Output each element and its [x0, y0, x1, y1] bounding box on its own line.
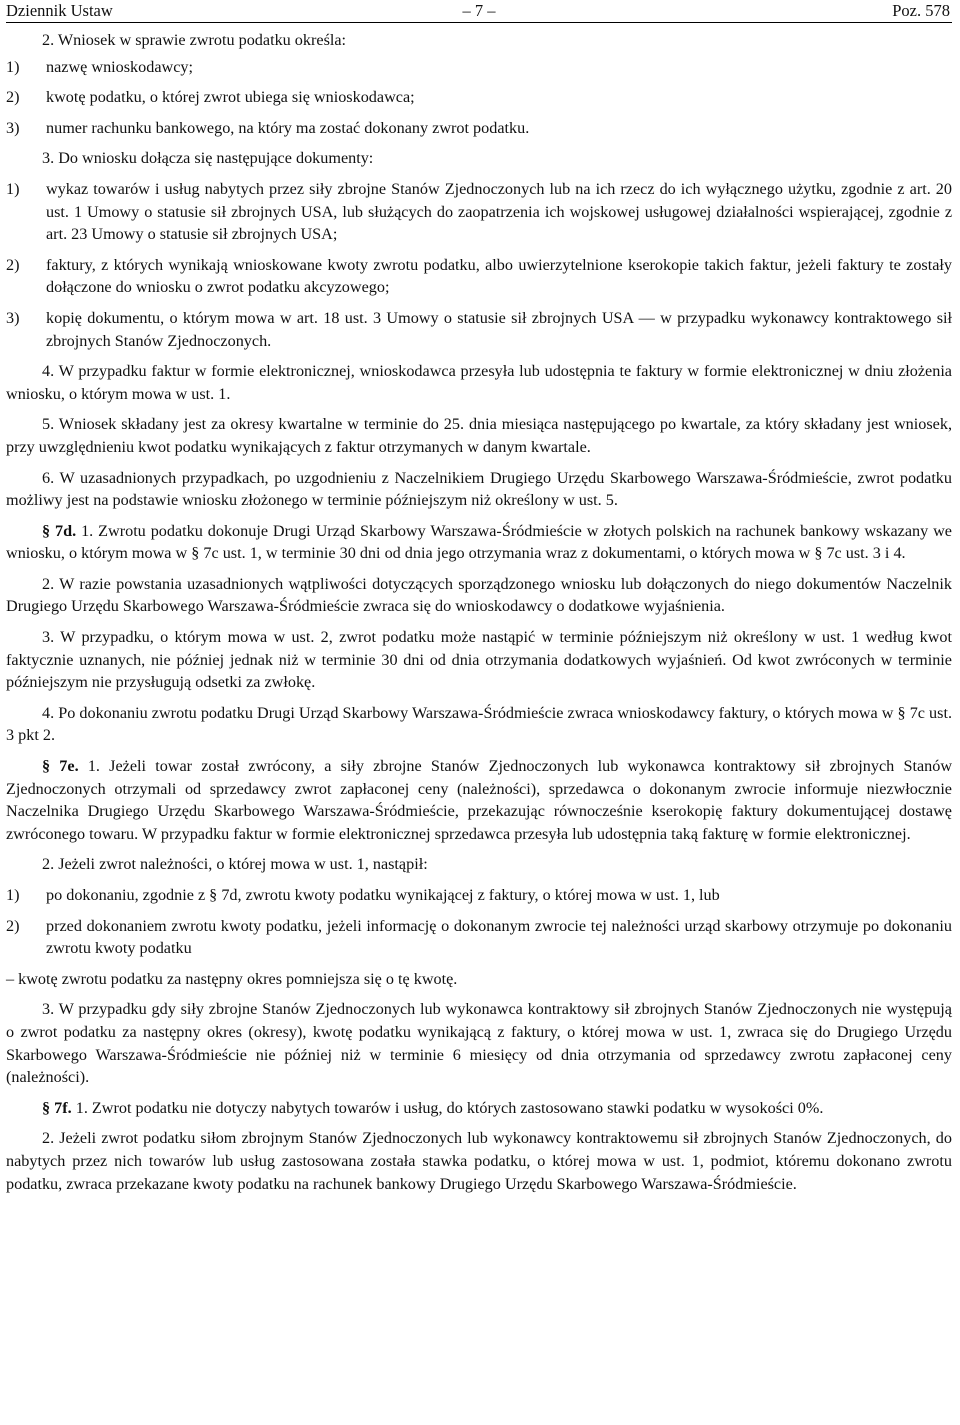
list-item: 2) przed dokonaniem zwrotu kwoty podatku, jeżeli informację o dokonanym zwrocie tej należności urząd skarbowy otrzymuje po dokonaniu zwrotu kwoty podatku [6, 916, 952, 958]
paragraph-2: 2. Wniosek w sprawie zwrotu podatku określa: [42, 31, 347, 49]
section-7e-paragraph-1: § 7e. 1. Jeżeli towar został zwrócony, a siły zbrojne Stanów Zjednoczonych lub wykonawca kontraktowy sił zbrojnych Stanów Zjednoczonych otrzymali od sprzedawcy zwrot zapłaconej ceny (należności), sprzedawca o dokonanym zwrocie informuje niezwłocznie Naczelnika Drugiego Urzędu Skarbowego Warszawa-Śródmieście, przekazując równocześnie kserokopię faktury dokumentującej dostawę zwróconego towaru. W przypadku faktur w formie elektronicznej sprzedawca przesyła lub udostępnia taką fakturę w formie elektronicznej. [6, 757, 953, 843]
paragraph-6: 6. W uzasadnionych przypadkach, po uzgodnieniu z Naczelnikiem Drugiego Urzędu Skarbowego Warszawa-Śródmieście, zwrot podatku możliwy jest na podstawie wniosku złożonego w terminie późniejszym niż określony w ust. 5. [6, 468, 952, 510]
section-7e-label: § 7e. [42, 757, 79, 776]
section-7e-paragraph-2-tail: – kwotę zwrotu podatku za następny okres pomniejsza się o tę kwotę. [6, 969, 458, 988]
section-7e-paragraph-2: 2. Jeżeli zwrot należności, o której mowa w ust. 1, nastąpił: [42, 855, 428, 874]
section-7d-label: § 7d. [42, 521, 77, 540]
list-item: 2) kwotę podatku, o której zwrot ubiega się wnioskodawca; [6, 88, 415, 107]
list-item: 3) kopię dokumentu, o którym mowa w art. 18 ust. 3 Umowy o statusie sił zbrojnych USA — w przypadku wykonawcy kontraktowego sił zbrojnych Stanów Zjednoczonych. [6, 308, 952, 350]
section-7f-label: § 7f. [42, 1098, 72, 1117]
list-item: 3) numer rachunku bankowego, na który ma zostać dokonany zwrot podatku. [6, 118, 530, 137]
list-item: 1) wykaz towarów i usług nabytych przez siły zbrojne Stanów Zjednoczonych lub na ich rzecz do ich wyłącznego użytku, zgodnie z art. 20 ust. 1 Umowy o statusie sił zbrojnych USA, lub służących do zaopatrzenia ich wojskowej usługowej działalności wspierającej, zgodnie z art. 23 Umowy o statusie sił zbrojnych USA; [6, 179, 952, 244]
list-item: 1) po dokonaniu, zgodnie z § 7d, zwrotu kwoty podatku wynikającej z faktury, o której mowa w ust. 1, lub [6, 886, 720, 904]
journal-name: Dziennik Ustaw [6, 1, 113, 20]
position-number: Poz. 578 [892, 1, 950, 20]
paragraph-5: 5. Wniosek składany jest za okresy kwartalne w terminie do 25. dnia miesiąca następującego po kwartale, za który składany jest wniosek, przy uwzględnieniu kwot podatku wynikających z faktur otrzymanych w danym kwartale. [6, 415, 952, 456]
list-item: 1) nazwę wnioskodawcy; [6, 57, 193, 76]
list-item: 2) faktury, z których wynikają wnioskowane kwoty zwrotu podatku, albo uwierzytelnione kserokopie takich faktur, jeżeli faktury te zostały dołączone do wniosku o zwrot podatku akcyzowego; [6, 255, 952, 297]
page-number: – 7 – [462, 1, 496, 20]
section-7d-paragraph-3: 3. W przypadku, o którym mowa w ust. 2, zwrot podatku może nastąpić w terminie późniejszym niż określony w ust. 1 według kwot faktycznie uznanych, nie później jednak niż w terminie 30 dni od dnia otrzymania dodatkowych wyjaśnień. Od kwot zwróconych w terminie późniejszym nie przysługują odsetki za zwłokę. [6, 628, 952, 692]
section-7d-paragraph-4: 4. Po dokonaniu zwrotu podatku Drugi Urząd Skarbowy Warszawa-Śródmieście zwraca wnioskodawcy faktury, o których mowa w § 7c ust. 3 pkt 2. [6, 703, 952, 745]
paragraph-4: 4. W przypadku faktur w formie elektronicznej, wnioskodawca przesyła lub udostępnia te faktury w formie elektronicznej w dniu złożenia wniosku, o którym mowa w ust. 1. [6, 362, 952, 403]
document-body [6, 29, 952, 1195]
section-7d-paragraph-2: 2. W razie powstania uzasadnionych wątpliwości dotyczących sporządzonego wniosku lub dołączonych do niego dokumentów Naczelnik Drugiego Urzędu Skarbowego Warszawa-Śródmieście zwraca się do wnioskodawcy o dodatkowe wyjaśnienia. [6, 574, 952, 616]
section-7f-paragraph-1: § 7f. 1. Zwrot podatku nie dotyczy nabytych towarów i usług, do których zastosowano stawki podatku w wysokości 0%. [42, 1098, 824, 1117]
section-7e-paragraph-3: 3. W przypadku gdy siły zbrojne Stanów Zjednoczonych lub wykonawca kontraktowy sił zbrojnych Stanów Zjednoczonych nie występują o zwrot podatku za następny okres (okresy), kwotę podatku wynikającą z faktury, o której mowa w ust. 1, zwraca się do Drugiego Urzędu Skarbowego Warszawa-Śródmieście nie później niż w terminie 6 miesięcy od dnia otrzymania od sprzedawcy zwrotu zapłaconej ceny (należności). [6, 1000, 952, 1087]
section-7d-paragraph-1: § 7d. 1. Zwrotu podatku dokonuje Drugi Urząd Skarbowy Warszawa-Śródmieście w złotych polskich na rachunek bankowy wskazany we wniosku, o którym mowa w § 7c ust. 1, w terminie 30 dni od dnia jego otrzymania wraz z dokumentami, o których mowa w § 7c ust. 3 i 4. [6, 521, 952, 563]
page-header [6, 0, 952, 23]
section-7f-paragraph-2: 2. Jeżeli zwrot podatku siłom zbrojnym Stanów Zjednoczonych lub wykonawcy kontraktowemu sił zbrojnych Stanów Zjednoczonych, do nabytych przez nich towarów lub usług zastosowana została stawka podatku, o której mowa w ust. 1, podmiot, któremu dokonano zwrotu podatku, zwraca przekazane kwoty podatku na rachunek bankowy Drugiego Urzędu Skarbowego Warszawa-Śródmieście. [6, 1129, 952, 1193]
paragraph-3: 3. Do wniosku dołącza się następujące dokumenty: [42, 149, 374, 168]
